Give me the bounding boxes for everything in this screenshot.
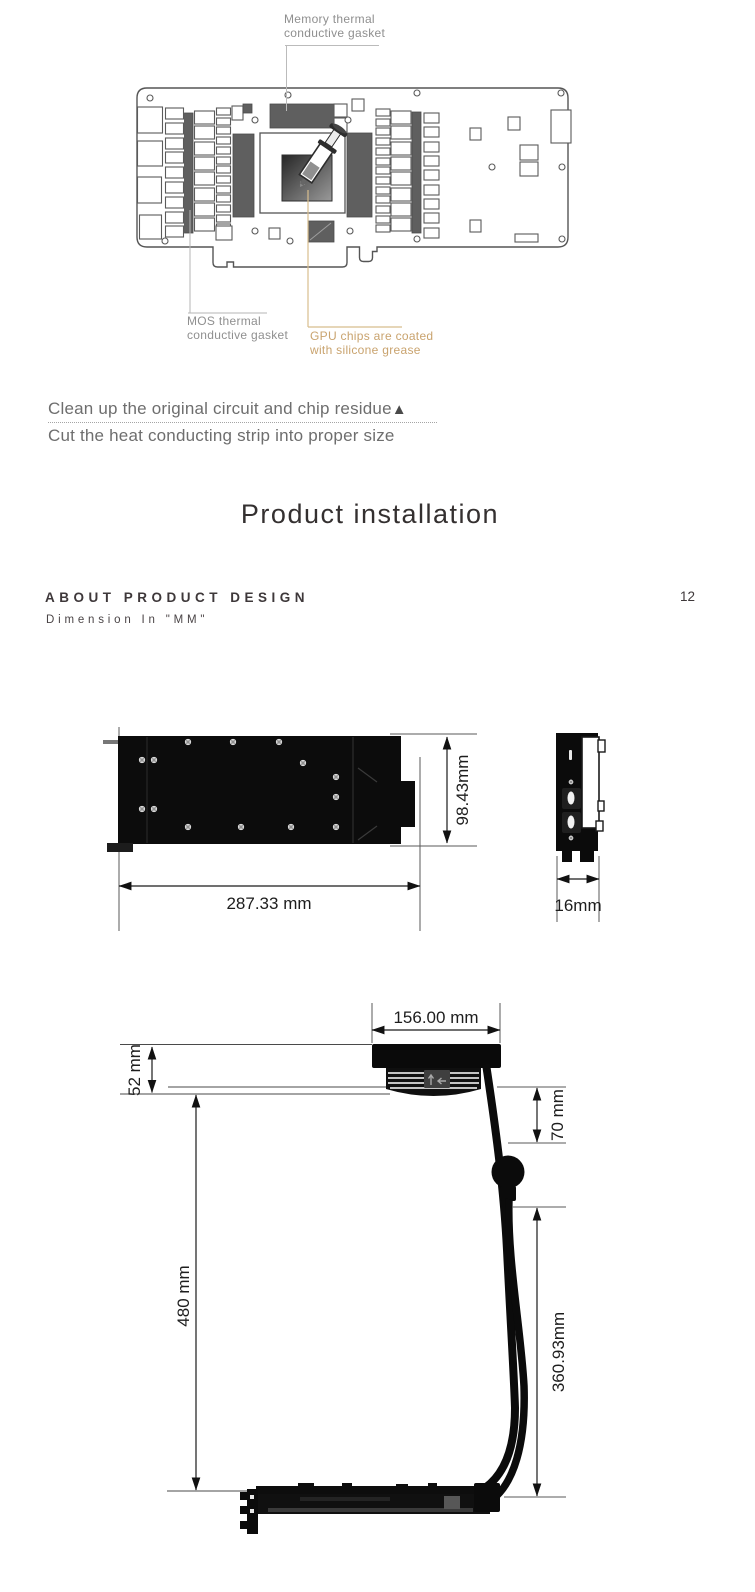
page-number: 12 (680, 589, 696, 604)
card-side-view (554, 733, 605, 922)
mos-thermal-gasket-left (185, 113, 194, 233)
instruction-cut: Cut the heat conducting strip into proper size (48, 426, 395, 445)
section-subtitle: Dimension In "MM" (46, 614, 209, 626)
dim-overall-height-label: 480 mm (174, 1265, 193, 1327)
triangle-marker-icon: ▲ (391, 401, 407, 418)
memory-gasket-label: Memory thermal conductive gasket (284, 12, 386, 40)
dim-radiator-side-gap-label: 52 mm (125, 1044, 144, 1096)
card-top-view (103, 727, 477, 931)
radiator (372, 1044, 501, 1068)
dim-card-length-label: 287.33 mm (226, 894, 312, 913)
mos-gasket-label: MOS thermal conductive gasket (187, 314, 289, 342)
dim-card-thickness-label: 16mm (554, 896, 602, 915)
vram-pad-right (347, 133, 372, 217)
gpu-grease-label: GPU chips are coated with silicone grease (310, 329, 434, 357)
page-title: Product installation (240, 499, 500, 529)
fan (386, 1068, 481, 1096)
capacitor-column-left (166, 108, 184, 237)
dotted-divider (48, 422, 437, 423)
cooler-assembly-view (120, 1003, 568, 1534)
instruction-clean: Clean up the original circuit and chip residue▲ (48, 399, 407, 418)
pump-fitting (492, 1156, 525, 1202)
gpu-pcb-diagram (0, 0, 755, 380)
dim-card-height-label: 98.43mm (453, 754, 472, 826)
component-below-gpu (308, 221, 334, 242)
vram-pad-left (233, 134, 254, 217)
graphics-card-edge (240, 1483, 500, 1534)
memory-thermal-gasket (270, 104, 334, 128)
card-bracket (240, 1489, 258, 1534)
dim-radiator-width-label: 156.00 mm (393, 1008, 479, 1027)
capacitor-column-right (424, 113, 439, 238)
mos-thermal-gasket-right (412, 112, 421, 233)
section-title: ABOUT PRODUCT DESIGN (45, 590, 310, 605)
dim-tube-length-label: 360.93mm (549, 1311, 568, 1393)
dimension-drawings (0, 690, 755, 1592)
dim-pump-drop-label: 70 mm (548, 1089, 567, 1141)
